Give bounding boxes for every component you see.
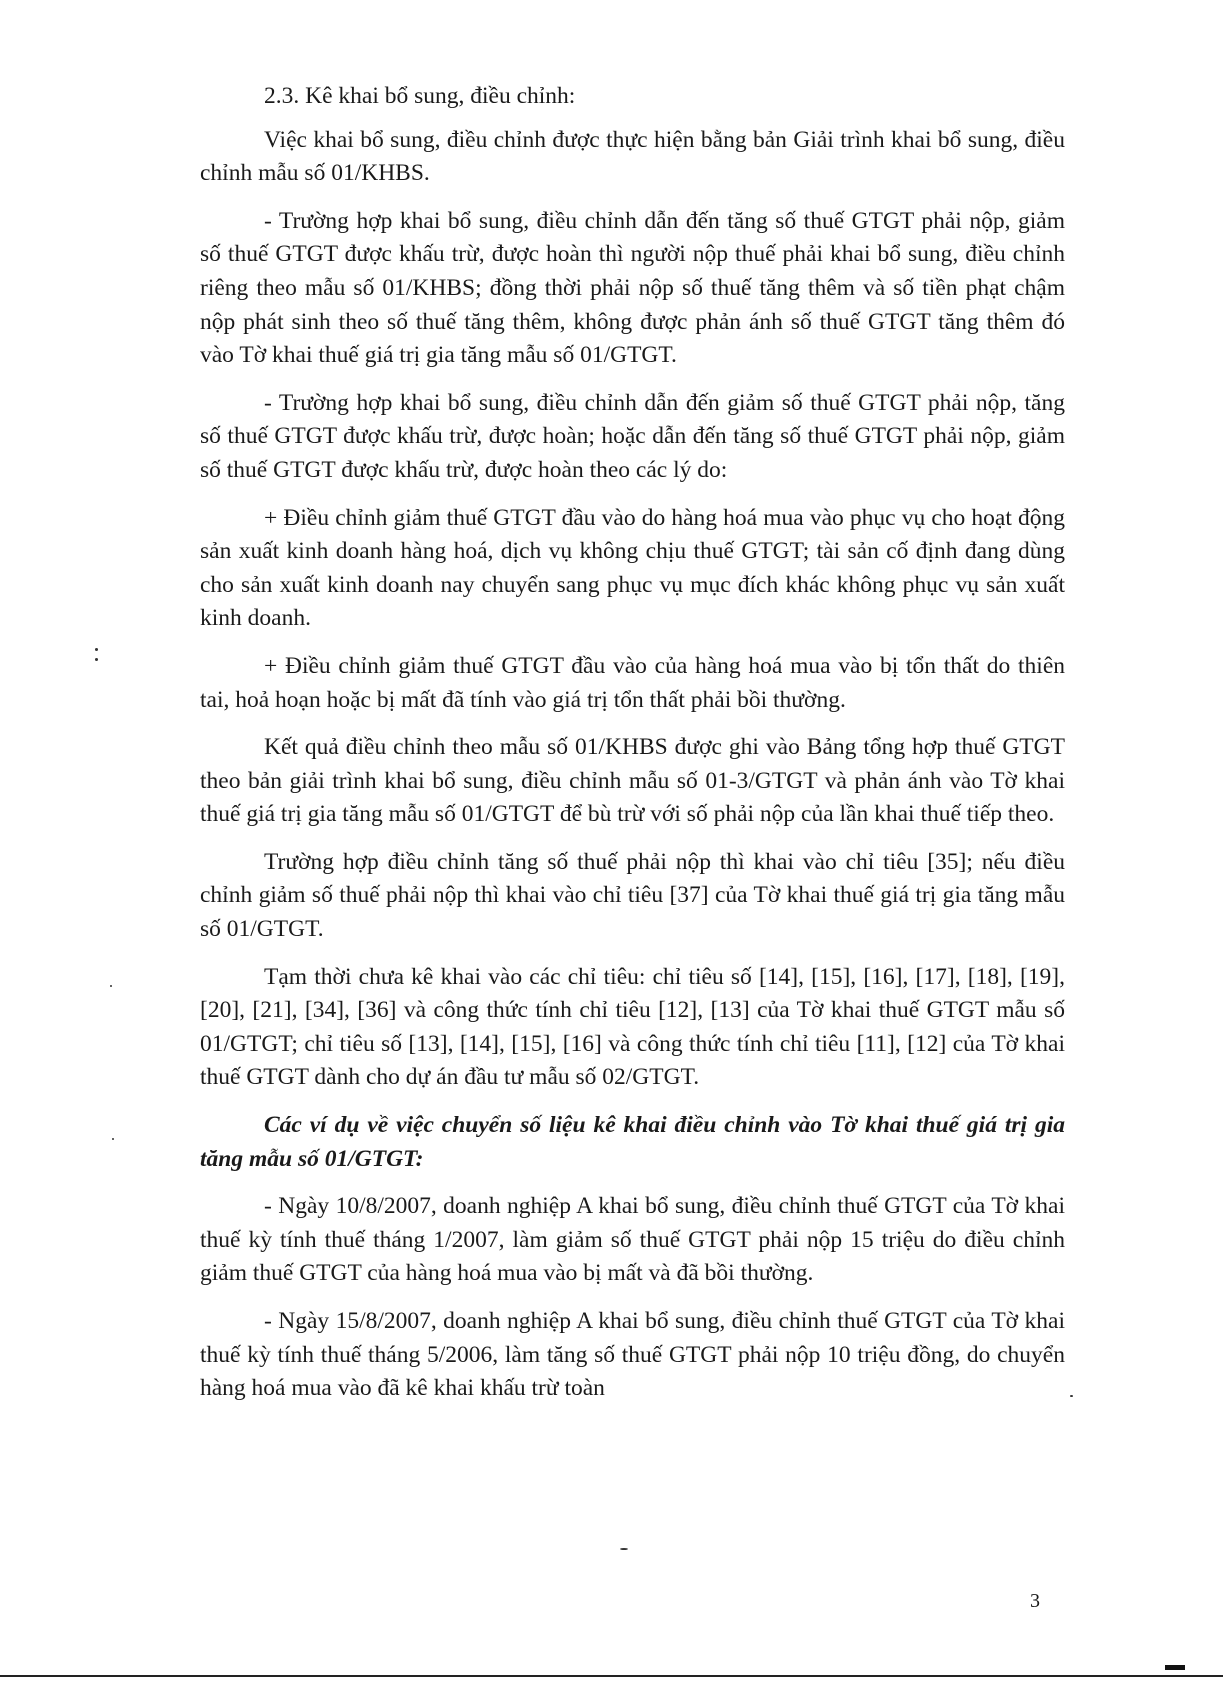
section-heading: 2.3. Kê khai bổ sung, điều chỉnh:: [264, 83, 576, 109]
scan-speck: [1070, 1395, 1073, 1397]
paragraph: - Trường hợp khai bổ sung, điều chỉnh dẫn đến giảm số thuế GTGT phải nộp, tăng số thuế GTGT được khấu trừ, được hoàn; hoặc dẫn đến tăng số thuế GTGT phải nộp, giảm số thuế GTGT được khấu trừ, được hoàn theo các lý do:: [200, 389, 1065, 483]
page-number: 3: [1030, 1590, 1040, 1612]
paragraph: Kết quả điều chỉnh theo mẫu số 01/KHBS được ghi vào Bảng tổng hợp thuế GTGT theo bản giải trình khai bổ sung, điều chỉnh mẫu số 01-3/GTGT và phản ánh vào Tờ khai thuế giá trị gia tăng mẫu số 01/GTGT để bù trừ với số phải nộp của lần khai thuế tiếp theo.: [200, 734, 1065, 828]
scan-speck: [112, 1138, 114, 1140]
scan-speck: [95, 658, 98, 661]
paragraph: + Điều chỉnh giảm thuế GTGT đầu vào của hàng hoá mua vào bị tổn thất do thiên tai, hoả hoạn hoặc bị mất đã tính vào giá trị tổn thất phải bồi thường.: [200, 652, 1065, 713]
scan-speck: [95, 648, 98, 651]
paragraph: Việc khai bổ sung, điều chỉnh được thực hiện bằng bản Giải trình khai bổ sung, điều chỉnh mẫu số 01/KHBS.: [200, 126, 1065, 187]
scan-edge-line: [0, 1675, 1223, 1677]
scan-edge-mark: [1165, 1665, 1185, 1670]
example-paragraph: - Ngày 15/8/2007, doanh nghiệp A khai bổ sung, điều chỉnh thuế GTGT của Tờ khai thuế kỳ tính thuế tháng 5/2006, làm tăng số thuế GTGT phải nộp 10 triệu đồng, do chuyển hàng hoá mua vào đã kê khai khấu trừ toàn: [200, 1308, 1065, 1402]
paragraph: Tạm thời chưa kê khai vào các chỉ tiêu: chỉ tiêu số [14], [15], [16], [17], [18], [19], [20], [21], [34], [36] và công thức tính chỉ tiêu [12], [13] của Tờ khai thuế GTGT mẫu số 01/GTGT; chỉ tiêu số [13], [14], [15], [16] và công thức tính chỉ tiêu [11], [12] của Tờ khai thuế GTGT dành cho dự án đầu tư mẫu số 02/GTGT.: [200, 963, 1065, 1091]
scan-speck: [620, 1548, 628, 1550]
document-body: [200, 80, 1065, 1420]
examples-heading: Các ví dụ về việc chuyển số liệu kê khai điều chỉnh vào Tờ khai thuế giá trị gia tăng mẫu số 01/GTGT:: [200, 1112, 1065, 1172]
paragraph: Trường hợp điều chỉnh tăng số thuế phải nộp thì khai vào chỉ tiêu [35]; nếu điều chỉnh giảm số thuế phải nộp thì khai vào chỉ tiêu [37] của Tờ khai thuế giá trị gia tăng mẫu số 01/GTGT.: [200, 848, 1065, 943]
scan-speck: [110, 985, 112, 987]
paragraph: - Trường hợp khai bổ sung, điều chỉnh dẫn đến tăng số thuế GTGT phải nộp, giảm số thuế GTGT được khấu trừ, được hoàn thì người nộp thuế phải khai bổ sung, điều chỉnh riêng theo mẫu số 01/KHBS; đồng thời phải nộp số thuế tăng thêm và số tiền phạt chậm nộp phát sinh theo số thuế tăng thêm, không được phản ánh số thuế GTGT tăng thêm đó vào Tờ khai thuế giá trị gia tăng mẫu số 01/GTGT.: [200, 207, 1065, 369]
example-paragraph: - Ngày 10/8/2007, doanh nghiệp A khai bổ sung, điều chỉnh thuế GTGT của Tờ khai thuế kỳ tính thuế tháng 1/2007, làm giảm số thuế GTGT phải nộp 15 triệu do điều chỉnh giảm thuế GTGT của hàng hoá mua vào bị mất và đã bồi thường.: [200, 1193, 1065, 1287]
paragraph: + Điều chỉnh giảm thuế GTGT đầu vào do hàng hoá mua vào phục vụ cho hoạt động sản xuất kinh doanh hàng hoá, dịch vụ không chịu thuế GTGT; tài sản cố định đang dùng cho sản xuất kinh doanh nay chuyển sang phục vụ mục đích khác không phục vụ sản xuất kinh doanh.: [200, 504, 1065, 632]
